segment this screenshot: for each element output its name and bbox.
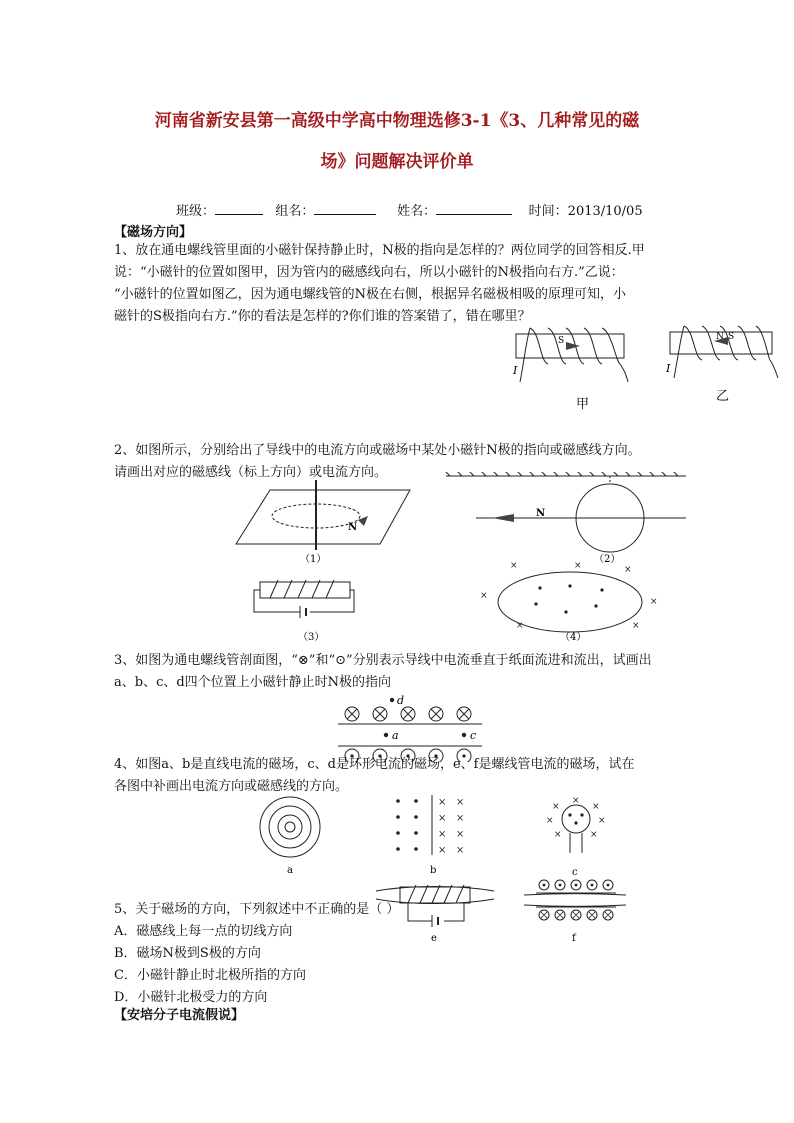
name-label: 姓名： (397, 204, 437, 219)
q4-caption-f: f (572, 933, 576, 944)
q4-caption-a: a (287, 865, 293, 876)
section-heading-field-direction: 【磁场方向】 (114, 225, 193, 240)
q2-fig4-crosses (480, 561, 658, 631)
q3-cross-row (345, 707, 471, 721)
q4-caption-b: b (430, 865, 437, 876)
svg-text:×: × (456, 845, 465, 856)
svg-text:×: × (598, 816, 606, 826)
q2-line2: 请画出对应的磁感线（标上方向）或电流方向。 (114, 465, 388, 480)
q2-caption-2: （2） (594, 554, 621, 565)
svg-text:×: × (546, 816, 554, 826)
q4-line1: 4、如图a、b是直线电流的磁场，c、d是环形电流的磁场，e、f是螺线管电流的磁场，试在 (114, 757, 635, 772)
page-title-line1: 河南省新安县第一高级中学高中物理选修3-1《3、几种常见的磁 (154, 111, 640, 131)
time-label: 时间： (528, 204, 568, 219)
svg-text:×: × (590, 830, 598, 840)
svg-text:×: × (574, 561, 582, 571)
q2-figures (230, 472, 692, 647)
section-heading-molecular-current: 【安培分子电流假说】 (114, 1008, 245, 1023)
q4-fig-a (260, 797, 320, 857)
svg-text:×: × (438, 797, 447, 808)
s-label-jia: S (558, 336, 565, 346)
q2-fig3 (254, 580, 354, 618)
q3-label-d: d (397, 694, 405, 707)
svg-text:×: × (438, 829, 447, 840)
q2-caption-3: （3） (298, 632, 325, 643)
current-label-yi: I (666, 362, 671, 375)
q2-fig2 (444, 472, 686, 552)
class-field[interactable] (215, 200, 263, 215)
q1-line1: 1、放在通电螺线管里面的小磁针保持静止时，N极的指向是怎样的？两位同学的回答相反.甲 (114, 243, 645, 258)
q4-fig-c (562, 805, 590, 853)
q4-figures (250, 795, 630, 945)
q1-line4: 磁针的S极指向右方.”你的看法是怎样的?你们谁的答案错了，错在哪里？ (114, 309, 531, 324)
q2-fig1 (236, 480, 410, 550)
svg-text:×: × (516, 621, 524, 631)
magnet-needle-jia (566, 342, 580, 350)
svg-text:×: × (632, 621, 640, 631)
page-title-line2: 场》问题解决评价单 (320, 152, 474, 172)
q3-solenoid-section (330, 692, 490, 762)
q5-option-d: D．小磁针北极受力的方向 (114, 990, 268, 1005)
group-field[interactable] (314, 200, 376, 215)
q2-fig4-dots (534, 584, 603, 613)
q1-line2: 说：“小磁针的位置如图甲，因为管内的磁感线向右，所以小磁针的N极指向右方.”乙说： (114, 265, 624, 280)
svg-text:×: × (552, 802, 560, 812)
q2-needle-2 (492, 514, 514, 522)
svg-text:×: × (510, 561, 518, 571)
q1-figures (500, 322, 790, 417)
q2-caption-4: （4） (560, 632, 587, 643)
svg-text:×: × (624, 565, 632, 575)
q4-fig-b-crosses (438, 797, 464, 856)
q3-line2: a、b、c、d四个位置上小磁针静止时N极的指向 (114, 675, 392, 690)
svg-text:×: × (438, 813, 447, 824)
q2-n-label-1: N (348, 522, 358, 533)
svg-text:×: × (456, 797, 465, 808)
q5-stem: 5、关于磁场的方向，下列叙述中不正确的是（ ） (114, 902, 400, 917)
q2-n-label-2: N (536, 508, 546, 519)
q5-option-a: A．磁感线上每一点的切线方向 (114, 924, 293, 939)
q4-line2: 各图中补画出电流方向或磁感线的方向。 (114, 779, 349, 794)
s-label-yi: S (728, 332, 735, 342)
svg-text:×: × (592, 802, 600, 812)
svg-text:×: × (456, 813, 465, 824)
q2-caption-1: （1） (300, 554, 327, 565)
q3-label-c: c (470, 729, 477, 742)
solenoid-jia (516, 328, 628, 382)
q4-caption-e: e (431, 933, 437, 944)
solenoid-yi (670, 326, 778, 378)
q4-fig-b-dots (396, 799, 418, 851)
svg-text:×: × (480, 591, 488, 601)
name-field[interactable] (436, 200, 512, 215)
current-label-jia: I (513, 364, 518, 377)
svg-text:×: × (554, 830, 562, 840)
q2-line1: 2、如图所示，分别给出了导线中的电流方向或磁场中某处小磁针N极的指向或磁感线方向。 (114, 443, 641, 458)
info-line (176, 200, 643, 223)
group-label: 组名： (275, 204, 315, 219)
fig-caption-yi: 乙 (716, 389, 730, 404)
q5-option-b: B．磁场N极到S极的方向 (114, 946, 261, 961)
fig-caption-jia: 甲 (576, 397, 590, 412)
svg-text:×: × (438, 845, 447, 856)
q3-line1: 3、如图为通电螺线管剖面图，“⊗”和“⊙”分别表示导线中电流垂直于纸面流进和流出，试画出 (114, 653, 652, 668)
svg-text:×: × (456, 829, 465, 840)
q5-option-c: C．小磁针静止时北极所指的方向 (114, 968, 306, 983)
q1-line3: “小磁针的位置如图乙，因为通电螺线管的N极在右侧，根据异名磁极相吸的原理可知，小 (114, 287, 627, 302)
time-value: 2013/10/05 (567, 204, 643, 219)
class-label: 班级： (176, 204, 216, 219)
n-label-yi: N (716, 332, 724, 342)
q3-label-a: a (392, 729, 399, 742)
svg-text:×: × (650, 597, 658, 607)
q4-caption-c: c (572, 867, 578, 878)
svg-text:×: × (572, 796, 580, 806)
